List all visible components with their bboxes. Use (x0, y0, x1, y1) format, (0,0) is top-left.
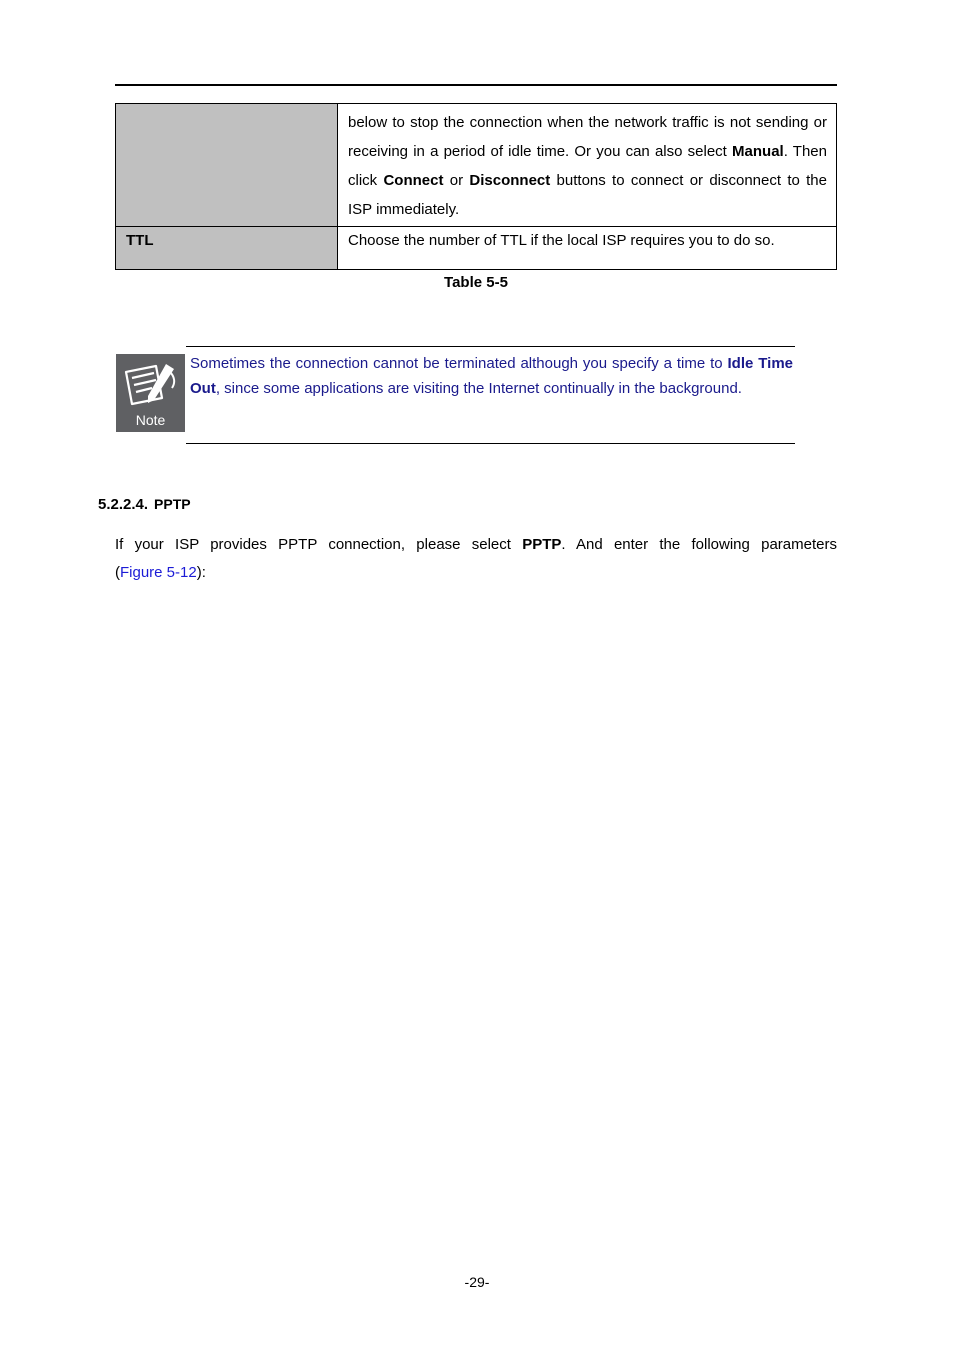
table-description-cell: below to stop the connection when the network traffic is not sending or receiving in a period of idle time. Or you can also select Manual. Then click Connect or Disconnect buttons to connect or disconnect to the ISP immediately. (338, 104, 837, 227)
section-title: PPTP (154, 496, 191, 512)
idle-time-out-term: Idle Time Out (190, 355, 794, 397)
connect-term: Connect (383, 172, 444, 189)
note-pencil-icon (116, 354, 185, 432)
disconnect-term: Disconnect (469, 172, 551, 189)
section-number: 5.2.2.4. (98, 496, 149, 513)
manual-term: Manual (732, 143, 784, 160)
note-text: Sometimes the connection cannot be terminated although you specify a time to Idle Time Out, since some applications are visiting the Internet continually in the background. (190, 355, 794, 397)
note-top-rule (186, 346, 795, 347)
table-label-cell (116, 104, 338, 227)
parameter-table (115, 103, 837, 270)
table-row (116, 104, 837, 227)
note-bottom-rule (186, 443, 795, 444)
page-number: -29- (464, 1274, 490, 1290)
header-rule (115, 84, 837, 86)
section-heading (98, 496, 191, 513)
paragraph-line: If your ISP provides PPTP connection, please select PPTP. And enter the following parameters (115, 536, 837, 553)
table-caption: Table 5-5 (444, 274, 508, 291)
figure-link[interactable]: Figure 5-12 (120, 564, 197, 581)
table-row (116, 227, 837, 270)
table-description-cell: Choose the number of TTL if the local ISP requires you to do so. (338, 227, 837, 270)
pptp-term: PPTP (522, 536, 562, 553)
section-paragraph: If your ISP provides PPTP connection, please select PPTP. And enter the following parameters (Figure 5-12): (115, 531, 837, 587)
table-label-cell: TTL (116, 227, 338, 270)
note-icon-label: Note (135, 412, 166, 428)
